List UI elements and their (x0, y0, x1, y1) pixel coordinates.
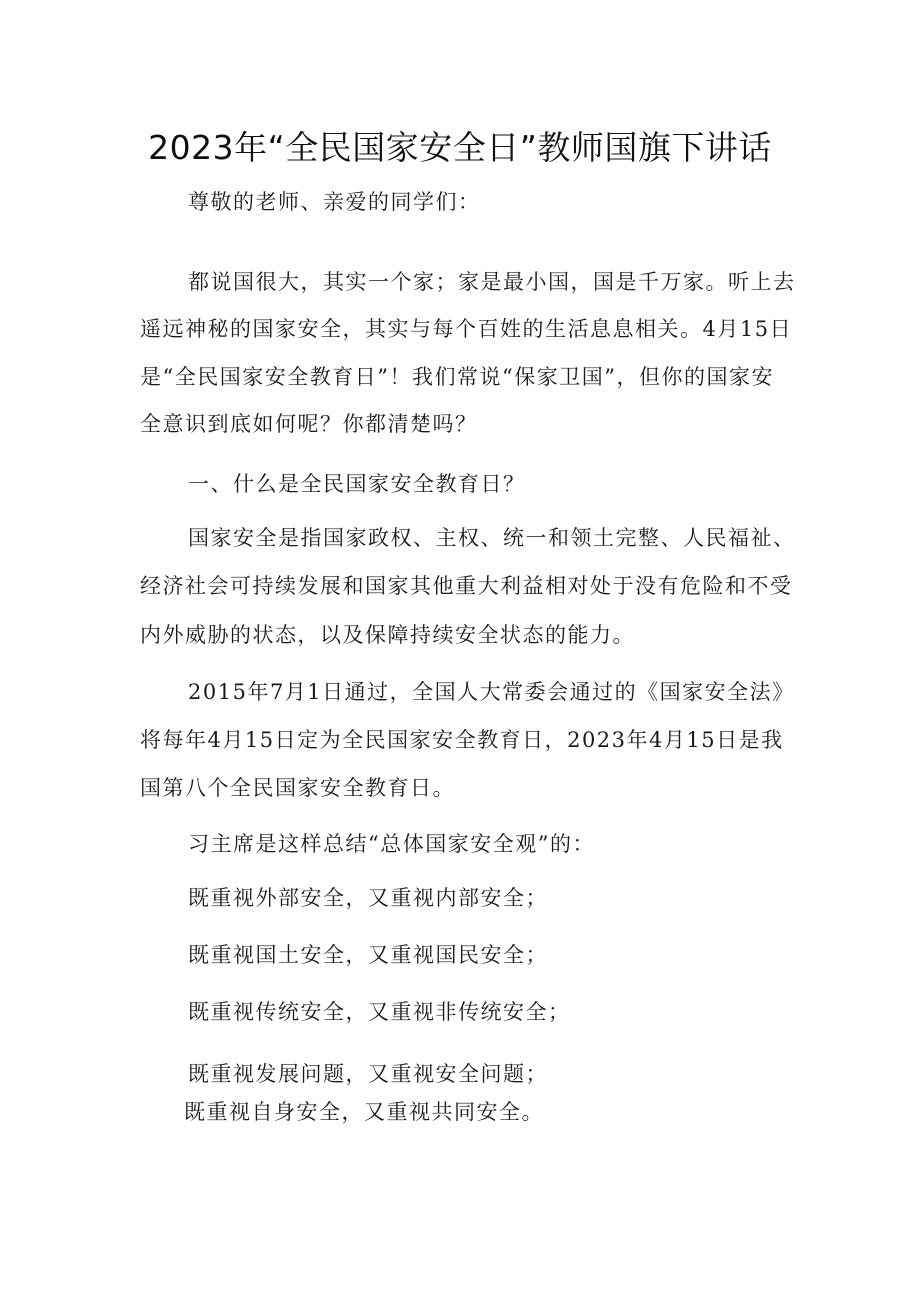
section1-heading: 一、什么是全民国家安全教育日？ (188, 472, 526, 496)
quote-line-4: 既重视发展问题，又重视安全问题； (188, 1062, 548, 1086)
quote-line-5: 既重视自身安全，又重视共同安全。 (184, 1100, 544, 1124)
quote-line-2: 既重视国土安全，又重视国民安全； (188, 943, 548, 967)
quote-intro: 习主席是这样总结“总体国家安全观”的： (188, 832, 595, 856)
paragraph3-line1: 2015年7月1日通过，全国人大常委会通过的《国家安全法》 (188, 680, 795, 704)
paragraph2-line3: 内外威胁的状态，以及保障持续安全状态的能力。 (140, 623, 635, 647)
quote-line-3: 既重视传统安全，又重视非传统安全； (188, 1000, 571, 1024)
paragraph1-line3: 是“全民国家安全教育日”！我们常说“保家卫国”，但你的国家安 (140, 365, 774, 389)
paragraph2-line1: 国家安全是指国家政权、主权、统一和领土完整、人民福祉、 (188, 526, 796, 550)
paragraph1-line1: 都说国很大，其实一个家；家是最小国，国是千万家。听上去 (188, 270, 796, 294)
paragraph3-line3: 国第八个全民国家安全教育日。 (140, 776, 455, 800)
document-title: 2023年“全民国家安全日”教师国旗下讲话 (148, 128, 772, 167)
greeting: 尊敬的老师、亲爱的同学们： (188, 190, 481, 214)
paragraph2-line2: 经济社会可持续发展和国家其他重大利益相对处于没有危险和不受 (140, 574, 793, 598)
quote-line-1: 既重视外部安全，又重视内部安全； (188, 886, 548, 910)
paragraph3-line2: 将每年4月15日定为全民国家安全教育日，2023年4月15日是我 (140, 728, 784, 752)
paragraph1-line2: 遥远神秘的国家安全，其实与每个百姓的生活息息相关。4月15日 (140, 317, 793, 341)
paragraph1-line4: 全意识到底如何呢？你都清楚吗？ (140, 412, 478, 436)
